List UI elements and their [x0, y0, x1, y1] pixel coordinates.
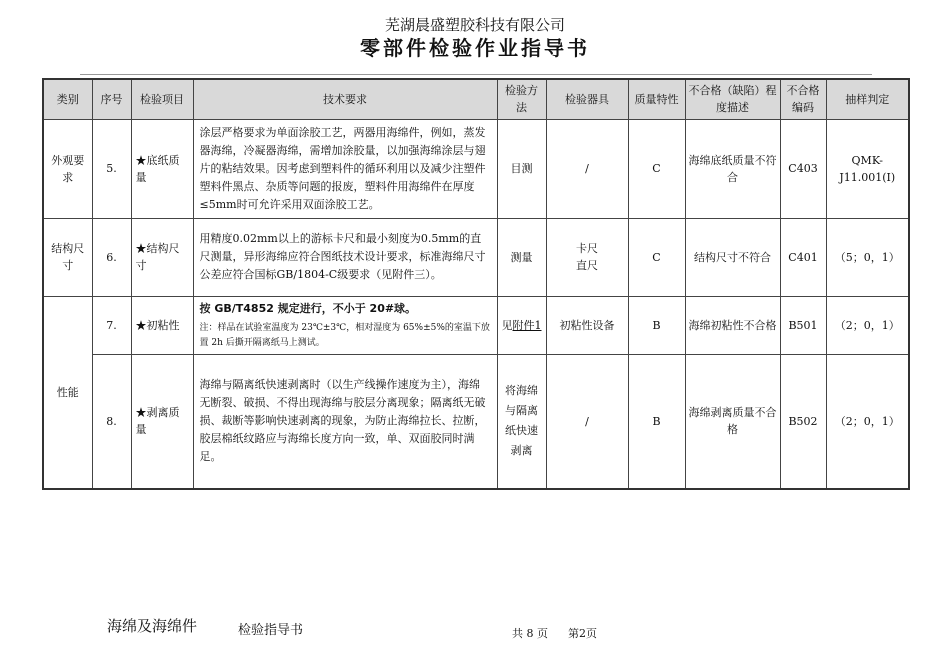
col-header-code: 不合格编码: [780, 79, 826, 119]
cell-sampling: （2；0，1）: [826, 296, 909, 354]
cell-method: 将海绵与隔离纸快速剥离: [497, 354, 546, 489]
col-header-requirement: 技术要求: [193, 79, 497, 119]
cell-sampling: （2；0，1）: [826, 354, 909, 489]
table-row: [43, 296, 909, 354]
header-rule: [80, 74, 872, 75]
cell-requirement: [193, 296, 497, 354]
cell-no: 8.: [92, 354, 131, 489]
footer-total-pages: 共 8 页: [512, 627, 548, 640]
cell-requirement: 涂层严格要求为单面涂胶工艺，两器用海绵件，例如，蒸发器海绵，冷凝器海绵，需增加涂胶量，以加强海绵涂层与翅片的粘结效果。因考虑到塑料件的循环利用以及减少注塑件塑料件黑点、杂质等问题的报废，塑料件用海绵件在厚度≤5mm时可允许采用双面涂胶工艺。: [193, 119, 497, 218]
cell-tool: /: [546, 354, 628, 489]
col-header-defect: 不合格（缺陷）程度描述: [685, 79, 780, 119]
document-title: 零部件检验作业指导书: [360, 36, 590, 60]
cell-no: 6.: [92, 218, 131, 296]
cell-code: C403: [780, 119, 826, 218]
col-header-method: 检验方法: [497, 79, 546, 119]
cell-method: [497, 296, 546, 354]
footer-doc-name: 海绵及海绵件: [107, 617, 198, 635]
table-row: [43, 354, 909, 489]
cell-no: 5.: [92, 119, 131, 218]
cell-item: ★结构尺寸: [131, 218, 193, 296]
cell-tool: 初粘性设备: [546, 296, 628, 354]
table-row: [43, 119, 909, 218]
footer-current-page: 第2页: [568, 627, 597, 640]
cell-code: B502: [780, 354, 826, 489]
col-header-tool: 检验器具: [546, 79, 628, 119]
cell-method: 目测: [497, 119, 546, 218]
cell-item: ★初粘性: [131, 296, 193, 354]
cell-no: 7.: [92, 296, 131, 354]
requirement-note-text: 注：样品在试验室温度为 23℃±3℃，相对湿度为 65%±5%的室温下放置 2h 后撕开隔离纸马上测试。: [199, 322, 490, 348]
company-name: 芜湖晨盛塑胶科技有限公司: [384, 16, 565, 34]
cell-quality: B: [628, 354, 685, 489]
requirement-main-text: 按 GB/T4852 规定进行，不小于 20#球。: [199, 301, 417, 315]
cell-code: B501: [780, 296, 826, 354]
inspection-table: [42, 78, 910, 490]
cell-quality: C: [628, 218, 685, 296]
cell-tool: 卡尺 直尺: [546, 218, 628, 296]
cell-defect: 海绵剥离质量不合格: [685, 354, 780, 489]
cell-requirement: 用精度0.02mm以上的游标卡尺和最小刻度为0.5mm的直尺测量，异形海绵应符合图纸技术设计要求，标准海绵尺寸公差应符合国标GB/1804-C级要求（见附件三）。: [193, 218, 497, 296]
cell-item: ★剥离质量: [131, 354, 193, 489]
col-header-item: 检验项目: [131, 79, 193, 119]
cell-code: C401: [780, 218, 826, 296]
col-header-category: 类别: [43, 79, 92, 119]
cell-requirement: 海绵与隔离纸快速剥离时（以生产线操作速度为主），海绵无断裂、破损、不得出现海绵与胶层分离现象；隔离纸无破损、裁断等影响快速剥离的现象，为防止海绵拉长、拉断，胶层棉纸纹路应与海绵长度方向一致，单、双面胶同时满足。: [193, 354, 497, 489]
col-header-sampling: 抽样判定: [826, 79, 909, 119]
footer-doc-sub: 检验指导书: [238, 623, 304, 638]
col-header-no: 序号: [92, 79, 131, 119]
cell-tool: /: [546, 119, 628, 218]
cell-defect: 海绵底纸质量不符合: [685, 119, 780, 218]
cell-sampling: QMK-J11.001(Ⅰ): [826, 119, 909, 218]
cell-category: 外观要求: [43, 119, 92, 218]
footer-page-info: [512, 625, 617, 641]
cell-item: ★底纸质量: [131, 119, 193, 218]
table-header-row: [43, 79, 909, 119]
method-prefix: 见: [501, 318, 513, 332]
cell-category: 性能: [43, 296, 92, 489]
col-header-quality: 质量特性: [628, 79, 685, 119]
cell-defect: 结构尺寸不符合: [685, 218, 780, 296]
cell-sampling: （5；0，1）: [826, 218, 909, 296]
cell-quality: C: [628, 119, 685, 218]
cell-quality: B: [628, 296, 685, 354]
attachment-link[interactable]: 附件1: [512, 318, 542, 332]
cell-method: 测量: [497, 218, 546, 296]
cell-category: 结构尺寸: [43, 218, 92, 296]
table-row: [43, 218, 909, 296]
cell-defect: 海绵初粘性不合格: [685, 296, 780, 354]
